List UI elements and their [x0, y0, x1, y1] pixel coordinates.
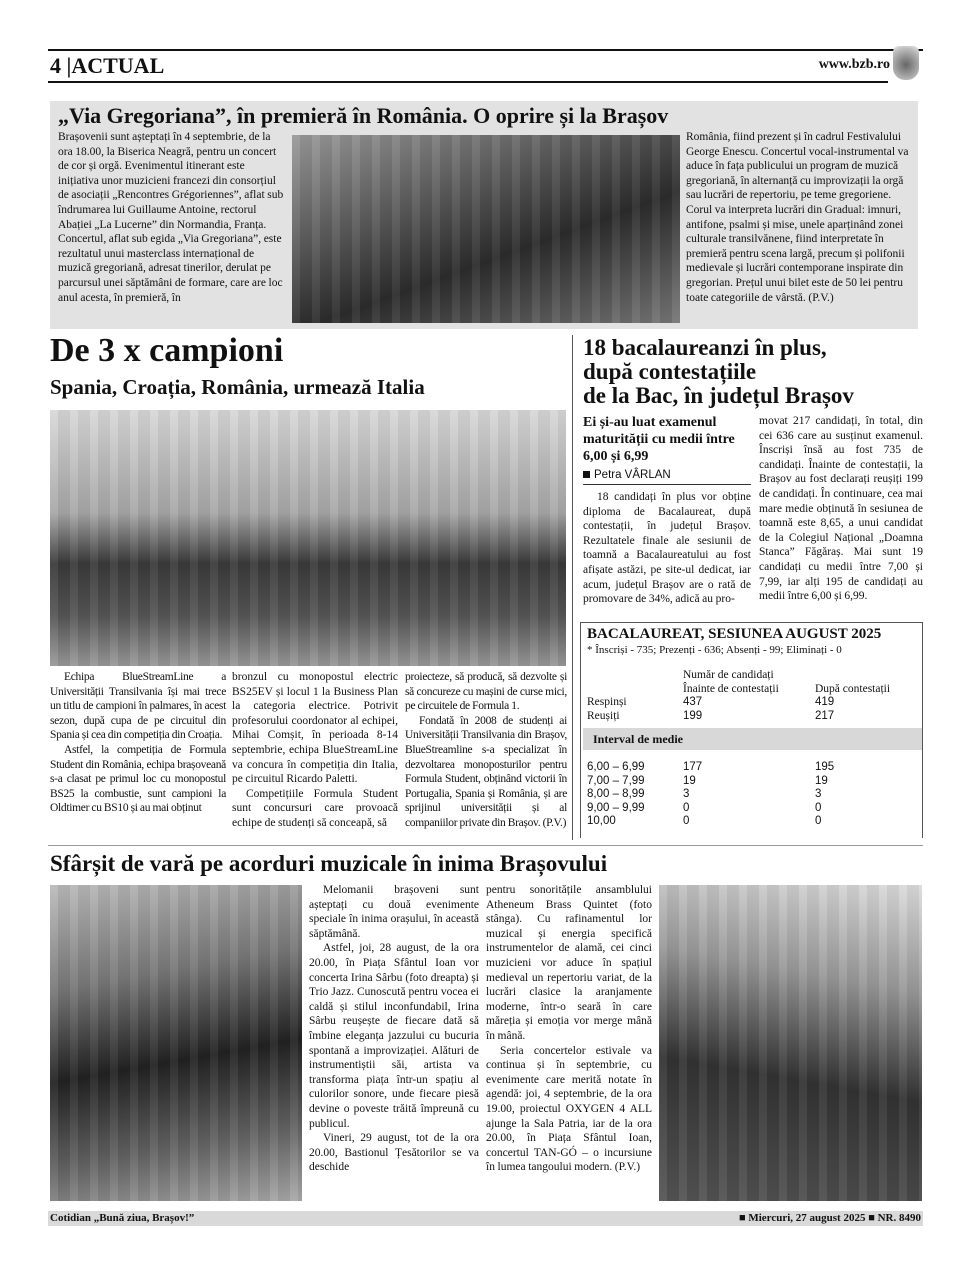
results-table [587, 669, 916, 723]
article-title: „Via Gregoriana”, în premieră în România. O oprire și la Brașov [58, 103, 669, 128]
irina-sarbu-concert-photo [659, 885, 922, 1201]
cell-value: 217 [815, 709, 835, 722]
column-header: După contestații [815, 682, 891, 695]
article-column-2 [232, 670, 398, 831]
paragraph: Concertul, aflat sub egida „Via Gregoriana”, este rezultatul unui masterclass internațional de muzică gregoriană, adresat tinerilor, derulat pe parcursul unei săptămâni de formare, care are loc anul acesta, în premieră, în [58, 233, 283, 304]
column-divider [572, 335, 573, 840]
article-column-1 [50, 670, 226, 816]
article-column-1 [58, 130, 286, 305]
paragraph: proiecteze, să producă, să dezvolte și să concureze cu mașini de curse mici, pe circuitele de Formula 1. [405, 671, 567, 713]
column-header: Înainte de contestații [683, 682, 779, 695]
author-name: Petra VÂRLAN [594, 469, 671, 481]
table-row [587, 696, 916, 710]
paragraph: Astfel, la competiția de Formula Student din România, echipa brașoveană s-a clasat pe primul loc cu monopostul BS25 la combustie, sunt campioni la Oldtimer cu BS10 și au mai obținut [50, 743, 226, 815]
paragraph: Seria concertelor estivale va continua și în septembrie, cu evenimente care merită notate în agendă: joi, 4 septembrie, de la ora 19.00, proiectul OXYGEN 4 ALL ajunge la Sala Patria, iar de la ora 20.00, în Piața Sfântul Ioan, concertul TAN-GÓ – o incursiune în lumea tangoului modern. (P.V.) [486, 1044, 652, 1174]
column-group-header: Număr de candidați [683, 669, 774, 681]
article-left-column [583, 414, 751, 616]
article-column-3 [405, 670, 567, 831]
article-column-2 [759, 414, 923, 604]
article-column-2 [486, 883, 652, 1175]
article-subhead: Ei și-au luat examenul maturității cu medii între 6,00 și 6,99 [583, 415, 735, 464]
paragraph: Brașovenii sunt așteptați în 4 septembrie, de la ora 18.00, la Biserica Neagră, pentru un concert de cor și orgă. Evenimentul itinerant este inițiativa unor muzicieni francezi din consorțiul de asociații „Rencontres Grégoriennes”, aflat sub îndrumarea lui Guillaume Antoine, rectorul Abației „La Lucerne” din Normandia, Franța. [58, 131, 284, 231]
cell-value: 199 [683, 709, 703, 722]
brass-quintet-photo [50, 885, 302, 1201]
paragraph: 18 candidați în plus vor obține diploma de Bacalaureat, după contestații, în județul Brașov. Rezultatele finale ale sesiunii de toamnă a Bacalaureatului au fost afișate astăzi, pe site-ul dedicat, iar acum, județul Brașov are o rată de promovare de 34%, adică au pro- [583, 491, 751, 606]
publication-name: Cotidian „Bună ziua, Brașov!” [50, 1212, 195, 1224]
square-bullet-icon [583, 471, 590, 478]
article-title [583, 336, 923, 408]
cell-value: 437 [683, 696, 703, 708]
section-rule [48, 845, 923, 846]
interval-table [587, 761, 916, 829]
cell-value: 419 [815, 696, 835, 708]
article-column-1 [583, 490, 751, 607]
paragraph: Competițiile Formula Student sunt concursuri care provoacă echipe de studenți să conceapă, să [232, 787, 398, 829]
paragraph: Fondată în 2008 de studenți ai Universității Transilvania din Brașov, BlueStreamline s-a specializat în dezvoltarea monoposturilor pentru Formula Student, obținând victorii în Portugalia, Spania și România, și are sprijinul universității și al companiilor private din Brașov. (P.V.) [405, 714, 567, 829]
title-line: de la Bac, în județul Brașov [583, 383, 854, 408]
article-title: De 3 x campioni [50, 332, 284, 369]
section-name: |ACTUAL [66, 53, 165, 78]
article-column-1 [309, 883, 479, 1175]
cell-value: 3 [815, 788, 822, 800]
table-title: BACALAUREAT, SESIUNEA AUGUST 2025 [587, 626, 882, 642]
cell-value: 0 [815, 801, 822, 814]
cell-value: 195 [815, 761, 835, 773]
page-section-label [50, 53, 164, 79]
site-url[interactable]: www.bzb.ro [818, 57, 890, 72]
choir-photo [292, 135, 680, 323]
table-row [587, 710, 916, 724]
cell-value: 0 [683, 801, 690, 814]
table-row [587, 815, 916, 829]
footer-bar [48, 1211, 923, 1226]
table-row [587, 775, 916, 789]
byline [583, 465, 751, 485]
cell-value: 19 [683, 774, 696, 787]
header-top-rule [48, 49, 923, 51]
via-gregoriana-article [50, 101, 918, 329]
article-title: Sfârșit de vară pe acorduri muzicale în inima Brașovului [50, 851, 608, 876]
paragraph: bronzul cu monopostul electric BS25EV și locul 1 la Business Plan la categoria electrice. Potrivit profesorului coordonator al echipei, Mihai Comșit, în perioada 8-14 septembrie, echipa BlueStreamLine va concura în competiția din Italia, pe circuitul Ricardo Paletti. [232, 671, 398, 786]
cell-value: 19 [815, 774, 828, 787]
cell-value: 177 [683, 761, 703, 773]
table-row [587, 761, 916, 775]
paragraph: România, fiind prezent și în cadrul Festivalului George Enescu. Concertul vocal-instrumental va aduce în fața publicului un program de muzică gregoriană, în alternanță cu improvizații la orgă sau lucrări de repertoriu, pe teme gregoriene. Corul va interpreta lucrări din Gradual: imnuri, antifone, psalmi și mise, unele aparținând zonei culturale transilvănene, fiind interpretate în premieră pentru scena largă, precum și polifonii medievale și lucrări contemporane inspirate din gregorian. Prețul unui bilet este de 50 lei pentru toate categoriile de vârstă. (P.V.) [686, 131, 909, 304]
paragraph: Melomanii brașoveni sunt așteptați cu două evenimente speciale în inima orașului, în această săptămână. [309, 884, 479, 940]
paragraph: Astfel, joi, 28 august, de la ora 20.00, în Piața Sfântul Ioan vor concerta Irina Sârbu (foto dreapta) și Trio Jazz. Cunoscută pentru vocea ei caldă și stilul inconfundabil, Irina Sârbu reușește de fiecare dată să îmbine eleganța jazzului cu bucuria spontană a improvizației. Alături de instrumentiștii săi, artista va transforma piața într-un spațiu al culorilor sonore, unde fiecare piesă devine o poveste trăită împreună cu publicul. [309, 942, 479, 1130]
cell-value: 0 [815, 815, 822, 827]
cell-value: 0 [683, 815, 690, 827]
bac-results-table [580, 622, 923, 838]
team-photo [50, 410, 566, 666]
title-line: 18 bacalaureanzi în plus, [583, 335, 827, 360]
row-label: 10,00 [587, 815, 616, 827]
row-label: 7,00 – 7,99 [587, 774, 645, 787]
brasov-coat-of-arms-icon [893, 46, 919, 80]
table-note: * Înscriși - 735; Prezenți - 636; Absenți - 99; Eliminați - 0 [587, 644, 842, 656]
paragraph: movat 217 candidați, în total, din cei 636 care au susținut examenul. Înscriși însă au fost 735 de candidați. Înainte de contestații, la Brașov au fost declarați reușiți 199 de candidați. În continuare, cea mai mare medie obținută în sesiunea de toamnă este 8,65, a unui candidat de la Colegiul Național „Doamna Stanca” Făgăraș. Mai sunt 19 candidați cu medii între 7,00 și 7,99, iar alți 195 de candidați au medii între 6,00 și 6,99. [759, 415, 923, 603]
paragraph: Vineri, 29 august, tot de la ora 20.00, Bastionul Țesătorilor se va deschide [309, 1132, 479, 1174]
row-label: 6,00 – 6,99 [587, 761, 645, 773]
row-label: Respinși [587, 696, 627, 708]
table-row [587, 802, 916, 816]
page-number: 4 [50, 53, 61, 78]
header-bottom-rule [48, 81, 888, 83]
cell-value: 3 [683, 788, 690, 800]
interval-band: Interval de medie [583, 728, 922, 750]
row-label: 9,00 – 9,99 [587, 801, 645, 814]
article-subtitle: Spania, Croația, România, urmează Italia [50, 375, 425, 399]
issue-date-number: ■ Miercuri, 27 august 2025 ■ NR. 8490 [738, 1212, 921, 1224]
row-label: 8,00 – 8,99 [587, 788, 645, 800]
article-column-2 [686, 130, 916, 305]
paragraph: Echipa BlueStreamLine a Universității Transilvania își mai trece un titlu de campioni în palmares, în acest sezon, după cupa de pe circuitul din Spania și cea din competiția din Croația. [50, 671, 226, 742]
table-row [587, 788, 916, 802]
paragraph: pentru sonoritățile ansamblului Atheneum Brass Quintet (foto stânga). Cu rafinamentul lor muzical și energia specifică instrumentelor de alamă, cei cinci muzicieni vor aduce în spațiul medieval un repertoriu variat, de la lucrări clasice la aranjamente moderne, într-o seară în care măreția și emoția vor merge mână în mână. [486, 884, 652, 1042]
title-line: după contestațiile [583, 359, 757, 384]
row-label: Reușiți [587, 709, 620, 722]
